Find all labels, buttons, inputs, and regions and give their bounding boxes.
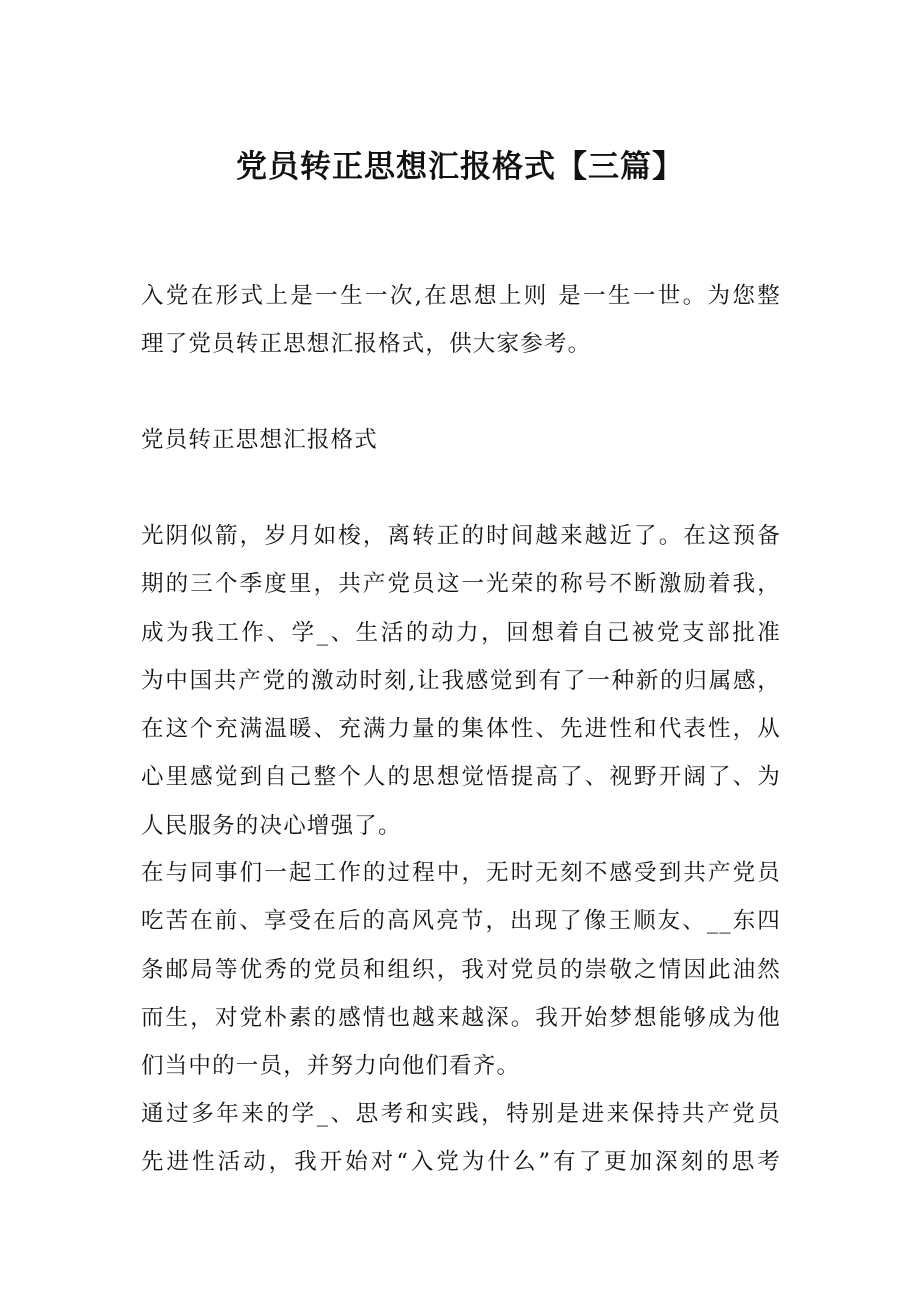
intro-line: 入党在形式上是一生一次,在思想上则 是一生一世。为您整 <box>141 283 781 309</box>
paragraph-line: 而生，对党朴素的感情也越来越深。我开始梦想能够成为他 <box>141 1004 781 1031</box>
body-paragraph <box>141 512 781 850</box>
paragraph-line: 心里感觉到自己整个人的思想觉悟提高了、视野开阔了、为 <box>141 764 781 791</box>
body-paragraph <box>141 1090 781 1187</box>
paragraph-line: 们当中的一员，并努力向他们看齐。 <box>141 1053 521 1080</box>
paragraph-line: 在这个充满温暖、充满力量的集体性、先进性和代表性，从 <box>141 716 781 743</box>
paragraph-line: 为中国共产党的激动时刻,让我感觉到有了一种新的归属感， <box>141 667 781 694</box>
subtitle-text: 党员转正思想汇报格式 <box>141 427 379 453</box>
paragraph-line: 人民服务的决心增强了。 <box>141 812 402 839</box>
paragraph-line: 光阴似箭，岁月如梭，离转正的时间越来越近了。在这预备 <box>141 523 781 549</box>
paragraph-line: 在与同事们一起工作的过程中，无时无刻不感受到共产党员 <box>141 860 781 886</box>
paragraph-line: 成为我工作、学_、生活的动力，回想着自己被党支部批准 <box>141 619 781 646</box>
document-title: 党员转正思想汇报格式【三篇】 <box>236 149 684 185</box>
paragraph-line: 条邮局等优秀的党员和组织，我对党员的崇敬之情因此油然 <box>141 956 781 983</box>
section-subtitle <box>141 416 781 464</box>
paragraph-line: 先进性活动，我开始对“入党为什么”有了更加深刻的思考 <box>141 1149 781 1176</box>
intro-paragraph <box>141 272 781 369</box>
paragraph-line: 期的三个季度里，共产党员这一光荣的称号不断激励着我， <box>141 571 781 598</box>
body-paragraph <box>141 849 781 1090</box>
paragraph-line: 通过多年来的学_、思考和实践，特别是进来保持共产党员 <box>141 1101 781 1127</box>
intro-line: 理了党员转正思想汇报格式，供大家参考。 <box>141 331 592 358</box>
paragraph-line: 吃苦在前、享受在后的高风亮节，出现了像王顺友、__东四 <box>141 908 781 935</box>
